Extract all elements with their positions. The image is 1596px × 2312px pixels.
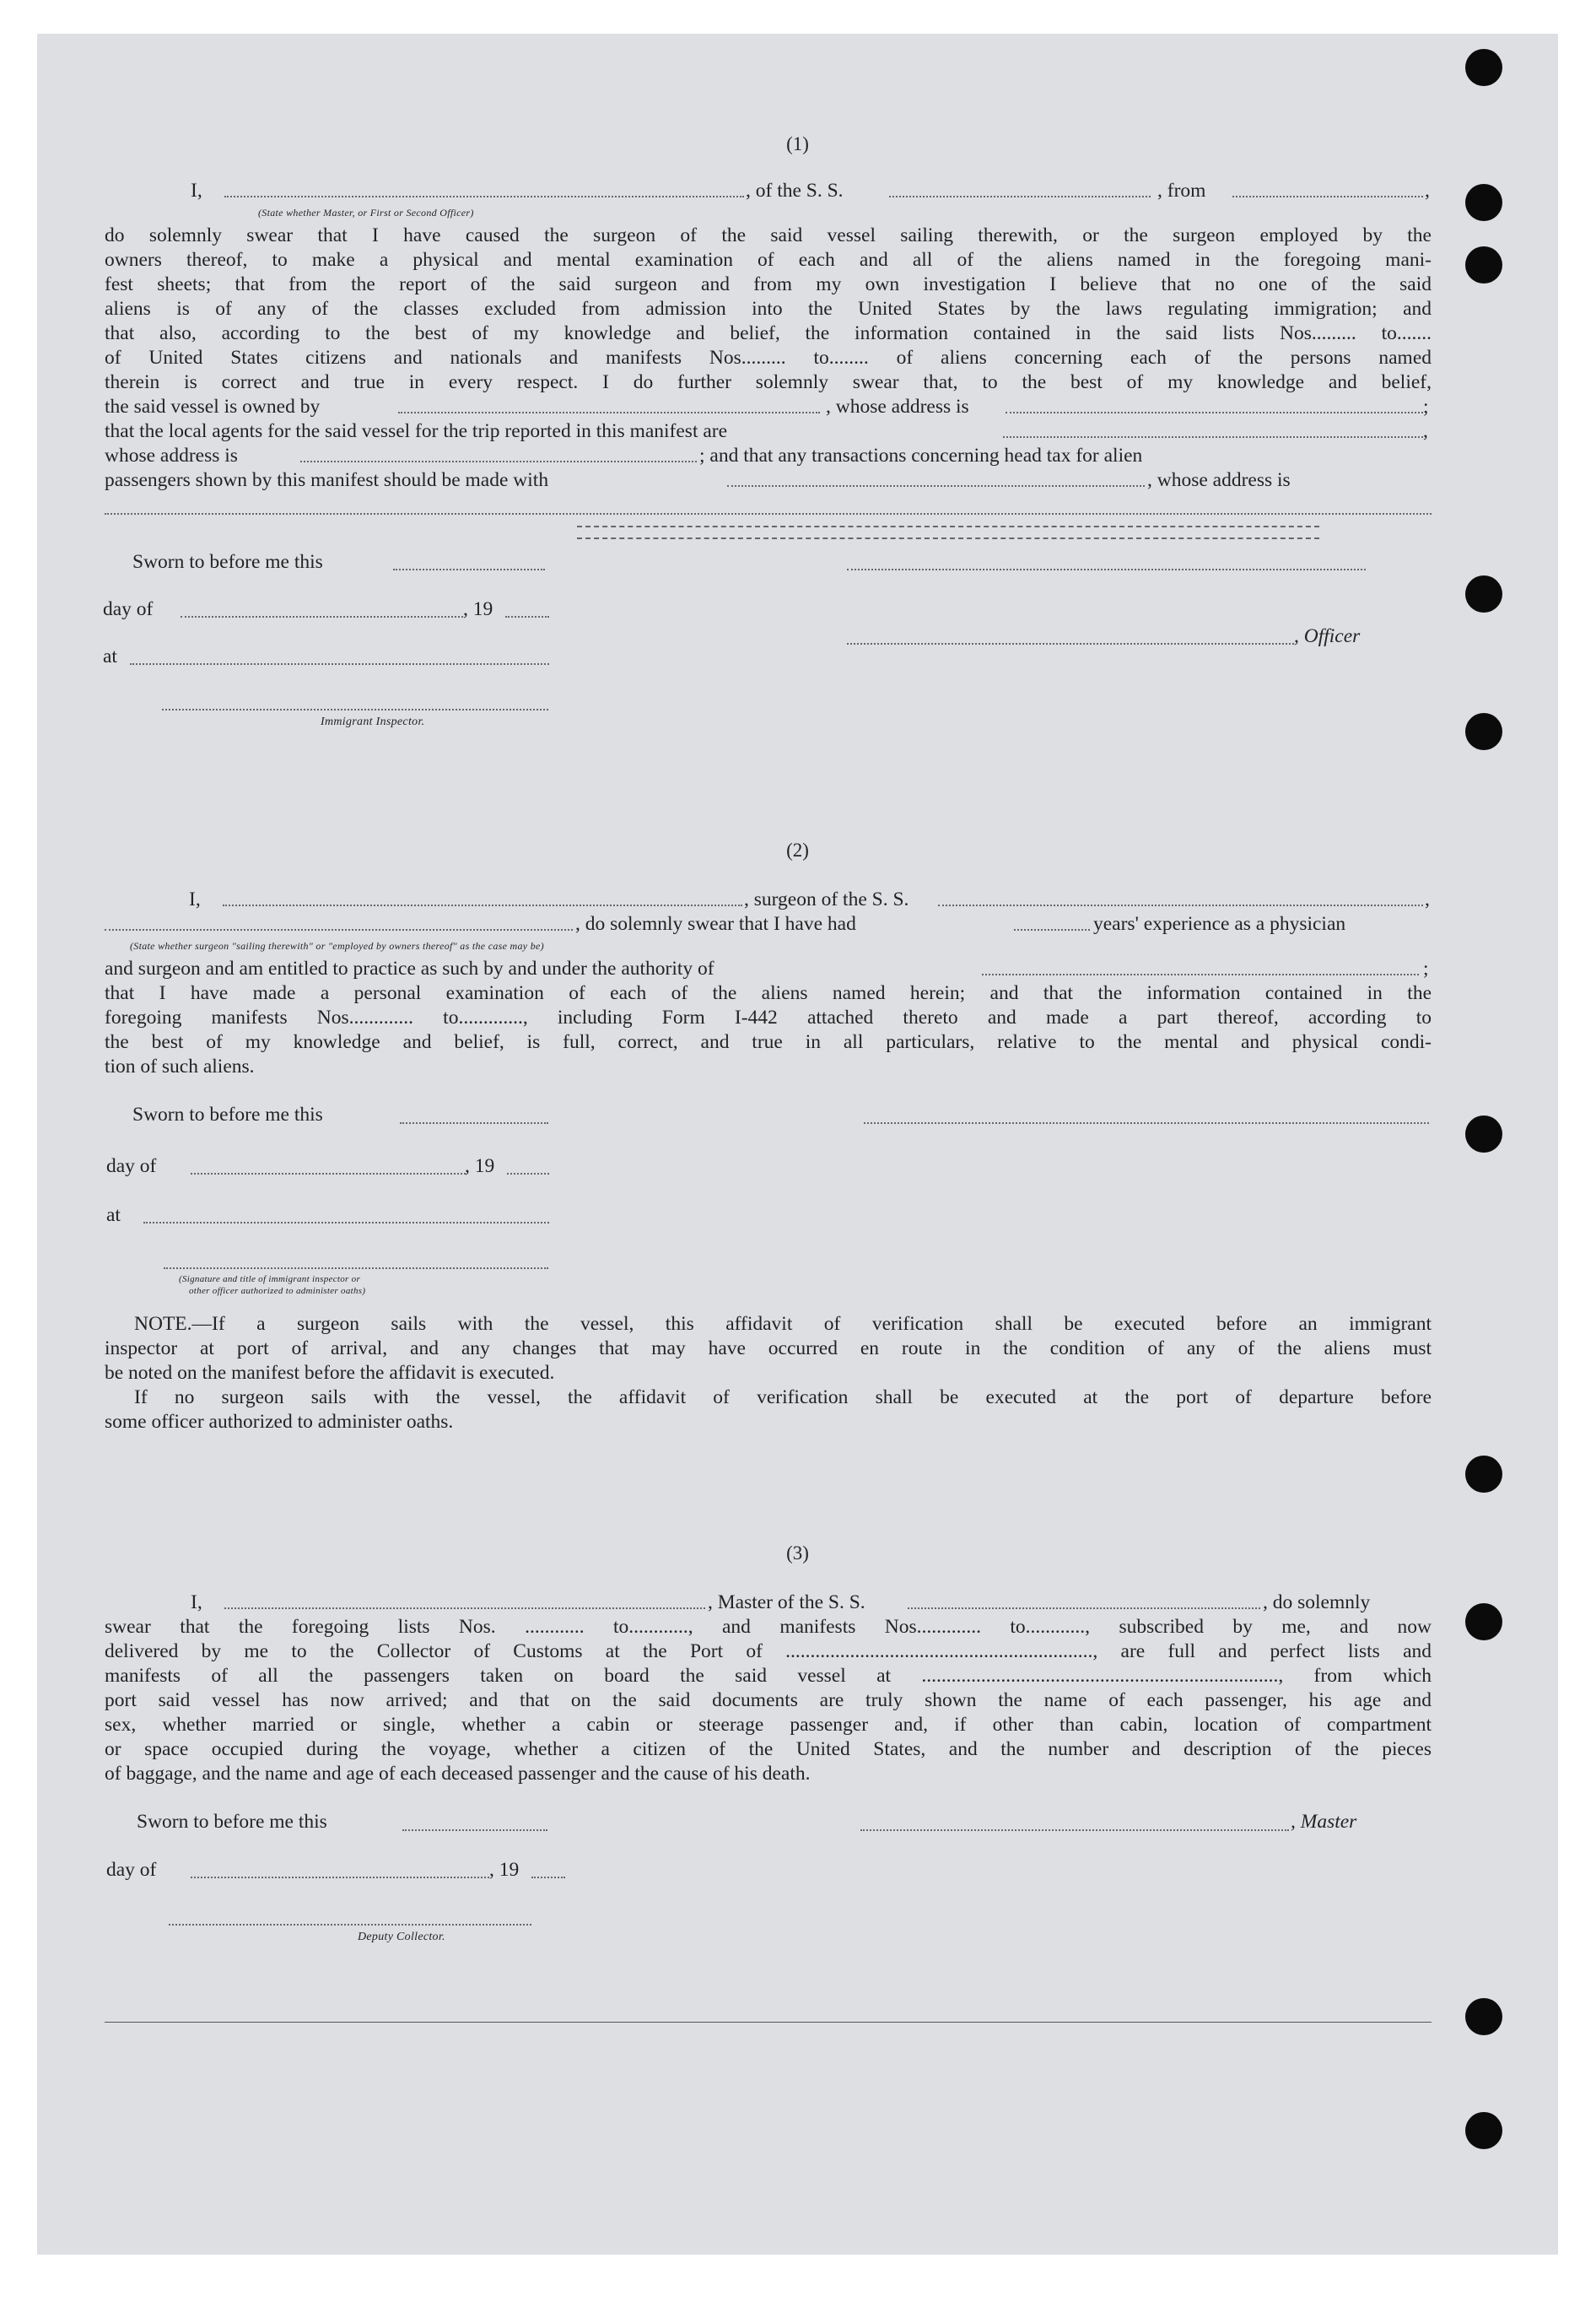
para-line: or space occupied during the voyage, whether a citizen of the United States, and the number and description of the pieces <box>105 1738 1432 1760</box>
master-name-field[interactable] <box>224 1607 705 1609</box>
para-line: therein is correct and true in every respect. I do further solemnly swear that, to the best of my knowledge and belief, <box>105 371 1432 393</box>
note-line: inspector at port of arrival, and any changes that may have occurred en route in the condition of any of the aliens must <box>105 1337 1432 1359</box>
inspector-label: Immigrant Inspector. <box>321 716 425 728</box>
label-whose-address: , whose address is <box>826 396 969 418</box>
master-signature-field[interactable] <box>860 1829 1289 1831</box>
at-label: at <box>103 646 117 667</box>
sworn-date-field[interactable] <box>402 1829 547 1831</box>
para-line: do solemnly swear that I have caused the surgeon of the said vessel sailing therewith, or the surgeon employed by the <box>105 224 1432 246</box>
label-whose-address: , whose address is <box>1147 469 1291 491</box>
label-of-ss: , of the S. S. <box>746 180 844 202</box>
para-line: that also, according to the best of my knowledge and belief, the information contained in the said lists Nos......... to....... <box>105 322 1432 344</box>
label-surgeon-of: , surgeon of the S. S. <box>744 889 909 910</box>
label-master-of: , Master of the S. S. <box>708 1591 865 1613</box>
para-line: swear that the foregoing lists Nos. ............ to............, and manifests Nos............. to............, subscribed by me, and now <box>105 1616 1432 1638</box>
year-label: , 19 <box>489 1859 520 1881</box>
sworn-label: Sworn to before me this <box>132 551 323 573</box>
vessel-name-field[interactable] <box>908 1607 1260 1609</box>
para-line: delivered by me to the Collector of Customs at the Port of .............................................................., are full and perfect lists and <box>105 1640 1432 1662</box>
label-years-experience: years' experience as a physician <box>1093 913 1346 935</box>
day-of-label: day of <box>106 1859 157 1881</box>
para-line: that I have made a personal examination of each of the aliens named herein; and that the information contained in the <box>105 982 1432 1004</box>
label-local-agents: that the local agents for the said vessel for the trip reported in this manifest are <box>105 420 728 442</box>
para-line: port said vessel has now arrived; and that on the said documents are truly shown the name of each passenger, his age and <box>105 1689 1432 1711</box>
year-field[interactable] <box>531 1877 565 1878</box>
sworn-label: Sworn to before me this <box>137 1811 327 1833</box>
section-number: (2) <box>786 840 809 861</box>
para-line: of United States citizens and nationals and manifests Nos......... to........ of aliens concerning each of the persons named <box>105 347 1432 369</box>
para-line: foregoing manifests Nos............. to............., including Form I-442 attached thereto and made a part thereof, according to <box>105 1007 1432 1029</box>
para-line: aliens is of any of the classes excluded from admission into the United States by the laws regulating immigration; and <box>105 298 1432 320</box>
master-note: (State whether Master, or First or Second Officer) <box>258 207 474 219</box>
para-line: of baggage, and the name and age of each deceased passenger and the cause of his death. <box>105 1763 811 1785</box>
label-owned-by: the said vessel is owned by <box>105 396 321 418</box>
month-field[interactable] <box>191 1877 489 1878</box>
officer-label: , Officer <box>1294 625 1361 647</box>
para-line: tion of such aliens. <box>105 1056 255 1078</box>
collector-label: Deputy Collector. <box>358 1931 445 1943</box>
year-label: , 19 <box>465 1155 495 1177</box>
label-i: I, <box>191 180 202 202</box>
punct: , <box>1425 889 1430 910</box>
para-line: manifests of all the passengers taken on board the said vessel at ........................................................................, from which <box>105 1665 1432 1687</box>
section-number: (3) <box>786 1542 809 1564</box>
note-line: be noted on the manifest before the affidavit is executed. <box>105 1362 555 1384</box>
label-i: I, <box>189 889 201 910</box>
manifest-page <box>37 34 1558 2255</box>
divider-line <box>105 2022 1432 2023</box>
day-of-label: day of <box>103 598 154 620</box>
punct: , <box>1425 180 1430 202</box>
para-line: fest sheets; that from the report of the said surgeon and from my own investigation I believe that no one of the said <box>105 273 1432 295</box>
label-passengers: passengers shown by this manifest should be made with <box>105 469 549 491</box>
section-3 <box>37 34 1558 2255</box>
at-label: at <box>106 1204 121 1226</box>
section-number: (1) <box>786 133 809 154</box>
day-of-label: day of <box>106 1155 157 1177</box>
punct: ; <box>1423 958 1429 980</box>
label-do-solemnly: , do solemnly swear that I have had <box>575 913 856 935</box>
para-line: sex, whether married or single, whether a cabin or steerage passenger and, if other than cabin, location of compartment <box>105 1714 1432 1736</box>
signature-note: (Signature and title of immigrant inspector or <box>179 1274 361 1284</box>
collector-signature-field[interactable] <box>169 1924 531 1926</box>
label-whose-address: whose address is <box>105 445 238 467</box>
label-do-solemnly: , do solemnly <box>1263 1591 1371 1613</box>
label-head-tax: ; and that any transactions concerning head tax for alien <box>699 445 1143 467</box>
surgeon-note: (State whether surgeon "sailing therewith" or "employed by owners thereof" as the case may be) <box>130 940 544 952</box>
sworn-label: Sworn to before me this <box>132 1104 323 1126</box>
punct: , <box>1423 420 1428 442</box>
label-i: I, <box>191 1591 202 1613</box>
note-line: NOTE.—If a surgeon sails with the vessel, this affidavit of verification shall be executed before an immigrant <box>134 1313 1432 1335</box>
punct: ; <box>1423 396 1429 418</box>
para-line: owners thereof, to make a physical and mental examination of each and all of the aliens named in the foregoing mani- <box>105 249 1432 271</box>
signature-note: other officer authorized to administer oaths) <box>189 1286 366 1296</box>
year-label: , 19 <box>463 598 493 620</box>
note-line: If no surgeon sails with the vessel, the affidavit of verification shall be executed at the port of departure before <box>134 1386 1432 1408</box>
label-authority: and surgeon and am entitled to practice as such by and under the authority of <box>105 958 714 980</box>
master-label: , Master <box>1291 1811 1357 1833</box>
label-from: , from <box>1157 180 1206 202</box>
para-line: the best of my knowledge and belief, is full, correct, and true in all particulars, relative to the mental and physical condi- <box>105 1031 1432 1053</box>
note-line: some officer authorized to administer oaths. <box>105 1411 454 1433</box>
